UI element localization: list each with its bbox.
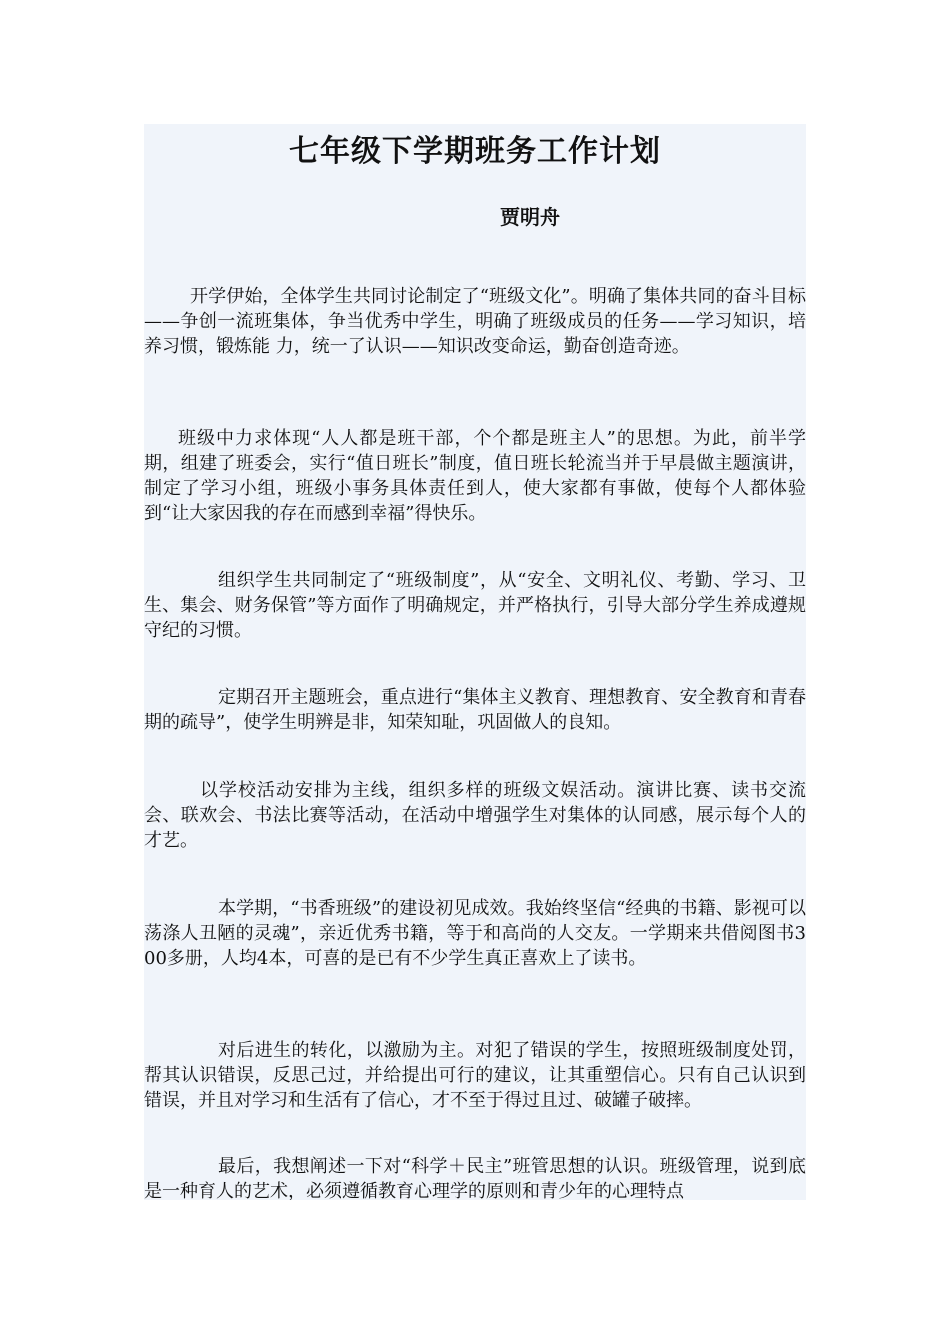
document-body — [144, 124, 806, 1200]
paragraph-4: 定期召开主题班会，重点进行“集体主义教育、理想教育、安全教育和青春期的疏导”，使学生明辨是非，知荣知耻，巩固做人的良知。 — [144, 687, 806, 733]
paragraph-6: 本学期，“书香班级”的建设初见成效。我始终坚信“经典的书籍、影视可以荡涤人丑陋的灵魂”，亲近优秀书籍，等于和高尚的人交友。一学期来共借阅图书300多册，人均4本，可喜的是已有不少学生真正喜欢上了读书。 — [144, 898, 806, 969]
paragraph-5: 以学校活动安排为主线，组织多样的班级文娱活动。演讲比赛、读书交流会、联欢会、书法比赛等活动，在活动中增强学生对集体的认同感，展示每个人的才艺。 — [144, 780, 806, 851]
paragraph-1: 开学伊始，全体学生共同讨论制定了“班级文化”。明确了集体共同的奋斗目标——争创一流班集体，争当优秀中学生，明确了班级成员的任务——学习知识，培养习惯，锻炼能 力，统一了认识——知识改变命运，勤奋创造奇迹。 — [144, 286, 806, 357]
paragraph-7: 对后进生的转化，以激励为主。对犯了错误的学生，按照班级制度处罚，帮其认识错误，反思己过，并给提出可行的建议，让其重塑信心。只有自己认识到错误，并且对学习和生活有了信心，才不至于得过且过、破罐子破摔。 — [144, 1040, 806, 1111]
paragraph-8: 最后，我想阐述一下对“科学＋民主”班管思想的认识。班级管理，说到底是一种育人的艺术，必须遵循教育心理学的原则和青少年的心理特点 — [144, 1156, 806, 1200]
document-author: 贾明舟 — [500, 205, 560, 229]
document-title: 七年级下学期班务工作计划 — [289, 134, 661, 169]
paragraph-2: 班级中力求体现“人人都是班干部，个个都是班主人”的思想。为此，前半学期，组建了班委会，实行“值日班长”制度，值日班长轮流当并于早晨做主题演讲，制定了学习小组，班级小事务具体责任到人，使大家都有事做，使每个人都体验到“让大家因我的存在而感到幸福”得快乐。 — [144, 428, 806, 524]
paragraph-3: 组织学生共同制定了“班级制度”，从“安全、文明礼仪、考勤、学习、卫生、集会、财务保管”等方面作了明确规定，并严格执行，引导大部分学生养成遵规守纪的习惯。 — [144, 570, 806, 641]
